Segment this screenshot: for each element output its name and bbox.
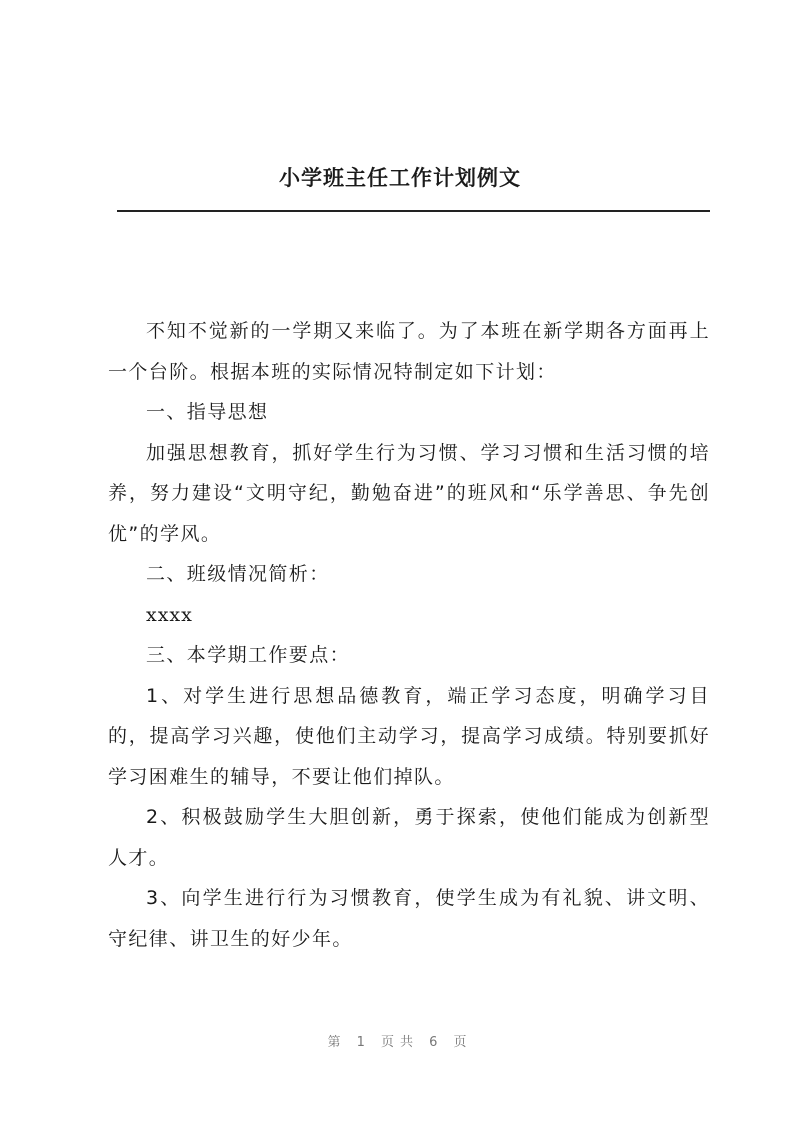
heading-guiding-ideology: 一、指导思想 <box>146 401 269 423</box>
paragraph-class-analysis: xxxx <box>146 603 193 626</box>
paragraph-intro: 不知不觉新的一学期又来临了。为了本班在新学期各方面再上一个台阶。根据本班的实际情况特制定如下计划： <box>108 320 710 383</box>
heading-work-points: 三、本学期工作要点： <box>146 644 351 666</box>
document-title: 小学班主任工作计划例文 <box>279 166 521 190</box>
work-point-1: 1、对学生进行思想品德教育，端正学习态度，明确学习目的，提高学习兴趣，使他们主动学习，提高学习成绩。特别要抓好学习困难生的辅导，不要让他们掉队。 <box>108 684 710 788</box>
document-body <box>108 311 710 959</box>
paragraph-guiding-ideology: 加强思想教育，抓好学生行为习惯、学习习惯和生活习惯的培养，努力建设“文明守纪，勤勉奋进”的班风和“乐学善思、争先创优”的学风。 <box>108 441 710 545</box>
work-point-3: 3、向学生进行行为习惯教育，使学生成为有礼貌、讲文明、守纪律、讲卫生的好少年。 <box>108 887 710 950</box>
page-number-footer: 第 1 页共 6 页 <box>327 1035 473 1050</box>
work-point-2: 2、积极鼓励学生大胆创新，勇于探索，使他们能成为创新型人才。 <box>108 806 710 869</box>
title-divider <box>117 210 710 212</box>
heading-class-analysis: 二、班级情况简析： <box>146 563 330 585</box>
